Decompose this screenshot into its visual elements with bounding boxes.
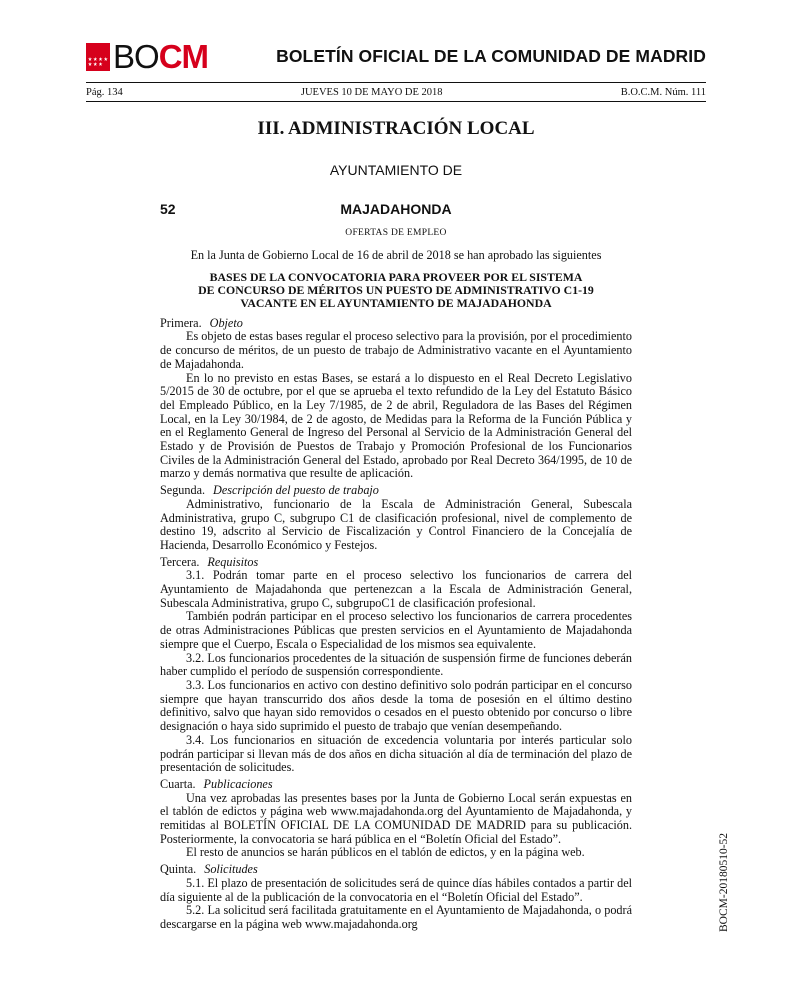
bases-title-line: DE CONCURSO DE MÉRITOS UN PUESTO DE ADMINISTRATIVO C1-19 (198, 282, 594, 297)
article-paragraph: 5.1. El plazo de presentación de solicitudes será de quince días hábiles contados a partir del día siguiente al de la publicación de la convocatoria en el “Boletín Oficial del Estado”. (160, 875, 632, 904)
header-rule-top (86, 82, 706, 83)
article-label: Quinta. (160, 862, 197, 877)
article-paragraph: En lo no previsto en estas Bases, se estará a lo dispuesto en el Real Decreto Legislativo 5/2015 de 30 de octubre, por el que se aprueba el texto refundido de la Ley del Estatuto Básico del Empleado Público, en la Ley 7/1985, de 2 de abril, Reguladora de las Bases del Régimen Local, en la Ley 30/1984, de 2 de agosto, de Medidas para la Reforma de la Función Pública y en el Reglamento General de Ingreso del Personal al Servicio de la Administración General del Estado y de Provisión de Puestos de Trabajo y Promoción Profesional de los Funcionarios Civiles de la Administración General del Estado, aprobado por Real Decreto 364/1995, de 10 de marzo y demás normativa que resulte de aplicación. (160, 370, 632, 481)
article-title: Solicitudes (204, 862, 258, 877)
article-paragraph: 3.1. Podrán tomar parte en el proceso selectivo los funcionarios de carrera del Ayuntamiento de Majadahonda que pertenezcan a la Escala de Administración General, Subescala Administrativa, grupo C, subgrupoC1 de clasificación profesional. (160, 568, 632, 610)
article-label: Segunda. (160, 483, 206, 498)
article-title: Publicaciones (203, 776, 273, 791)
article-paragraph: 3.4. Los funcionarios en situación de excedencia voluntaria por interés particular solo podrán participar si llevan más de dos años en dicha situación al día de terminación del plazo de presentación de solicitudes. (160, 732, 632, 775)
article-title: Requisitos (207, 554, 259, 569)
ayuntamiento-label: AYUNTAMIENTO DE (329, 162, 463, 178)
article-label: Tercera. (160, 554, 200, 569)
bulletin-title: BOLETÍN OFICIAL DE LA COMUNIDAD DE MADRID (276, 46, 706, 66)
article-heading (160, 778, 632, 792)
articles-list (160, 317, 632, 932)
madrid-flag-icon (86, 43, 110, 71)
issue-date: JUEVES 10 DE MAYO DE 2018 (300, 87, 443, 98)
article-title: Descripción del puesto de trabajo (213, 483, 379, 498)
bases-title (160, 271, 632, 310)
logo-wordmark: BOCM (113, 38, 209, 75)
article-heading (160, 556, 632, 570)
article-paragraph: 5.2. La solicitud será facilitada gratuitamente en el Ayuntamiento de Majadahonda, o podrá descargarse en la página web www.majadahonda.org (160, 903, 632, 931)
category-label: OFERTAS DE EMPLEO (345, 228, 447, 238)
header-meta (86, 87, 706, 98)
municipality-name: MAJADAHONDA (340, 201, 452, 217)
side-document-code: BOCM-20180510-52 (718, 832, 730, 932)
article-label: Cuarta. (160, 776, 196, 791)
announcement-number: 52 (160, 201, 176, 217)
page-number: Pág. 134 (86, 87, 123, 98)
article-label: Primera. (160, 315, 202, 330)
article-paragraph: 3.3. Los funcionarios en activo con destino definitivo solo podrán participar en el concurso siempre que hayan transcurrido dos años desde la toma de posesión en el último destino definitivo, salvo que hayan sido removidos o cesados en el puesto obtenido por concurso o libre designación o haya sido suprimido el puesto de trabajo que venían desempeñando. (160, 677, 632, 734)
article-heading (160, 863, 632, 877)
article-paragraph: Una vez aprobadas las presentes bases por la Junta de Gobierno Local serán expuestas en el tablón de edictos y página web www.majadahonda.org del Ayuntamiento de Majadahonda, y remitidas al BOLETÍN OFICIAL DE LA COMUNIDAD DE MADRID para su publicación. Posteriormente, la convocatoria se hará pública en el “Boletín Oficial del Estado”. (160, 790, 632, 846)
intro-text: En la Junta de Gobierno Local de 16 de abril de 2018 se han aprobado las siguientes (190, 248, 602, 262)
article-paragraph: También podrán participar en el proceso selectivo los funcionarios de carrera procedentes de otras Administraciones Públicas que presten servicios en el Ayuntamiento de Majadahonda siempre que el Cuerpo, Escala o Especialidad de los mismos sea equivalente. (160, 609, 632, 651)
article-heading (160, 317, 632, 331)
article-title: Objeto (209, 315, 243, 330)
section-heading: III. ADMINISTRACIÓN LOCAL (257, 118, 535, 139)
article-heading (160, 484, 632, 498)
article-paragraph: Administrativo, funcionario de la Escala de Administración General, Subescala Administrativa, grupo C, subgrupo C1 de clasificación profesional, nivel de complemento de destino 19, adscrito al Servicio de Fiscalización y Control Financiero de la Concejalía de Hacienda, Desarrollo Económico y Festejos. (160, 496, 632, 552)
issue-number: B.O.C.M. Núm. 111 (620, 87, 706, 98)
bases-title-line: BASES DE LA CONVOCATORIA PARA PROVEER POR EL SISTEMA (209, 269, 583, 284)
document-body (160, 249, 632, 932)
article-paragraph: Es objeto de estas bases regular el proceso selectivo para la provisión, por el procedimiento de concurso de méritos, de un puesto de trabajo de Administrativo vacante en el Ayuntamiento de Majadahonda. (160, 329, 632, 371)
bases-title-line: VACANTE EN EL AYUNTAMIENTO DE MAJADAHONDA (240, 295, 552, 310)
article-paragraph: 3.2. Los funcionarios procedentes de la situación de suspensión firme de funciones deberán haber cumplido el período de suspensión correspondiente. (160, 650, 632, 679)
article-paragraph: El resto de anuncios se harán públicos en el tablón de edictos, y en la página web. (186, 845, 585, 860)
header-rule-bottom (86, 101, 706, 102)
bocm-logo (86, 38, 209, 75)
